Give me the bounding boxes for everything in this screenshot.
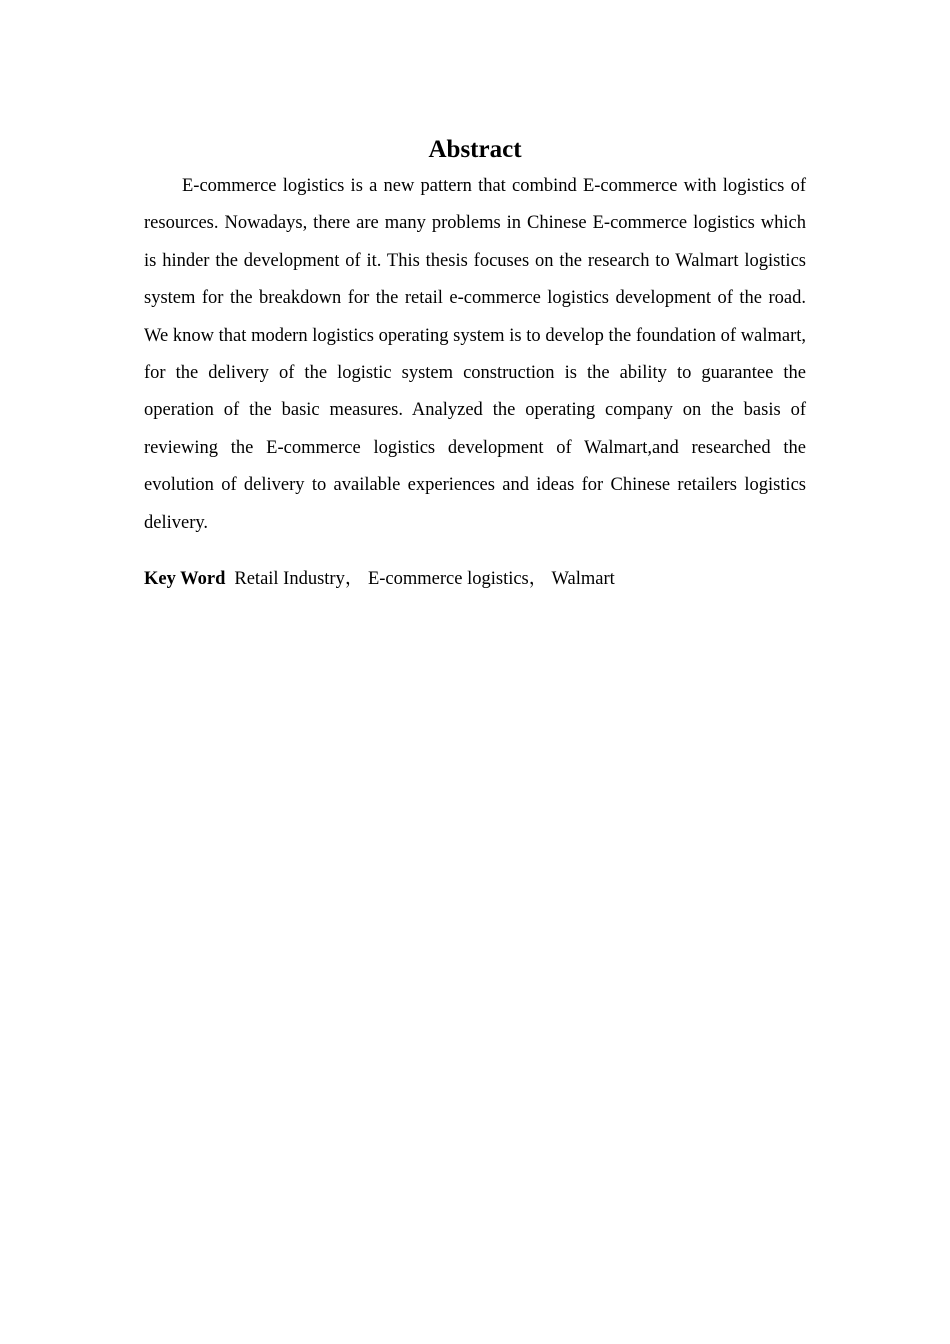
abstract-title: Abstract: [428, 136, 522, 163]
abstract-paragraph: E-commerce logistics is a new pattern that combind E-commerce with logistics of resources. Nowadays, there are many problems in Chinese E-commerce logistics which is hinder the development of it. This thesis focuses on the research to Walmart logistics system for the breakdown for the retail e-commerce logistics development of the road. We know that modern logistics operating system is to develop the foundation of walmart, for the delivery of the logistic system construction is the ability to guarantee the operation of the basic measures. Analyzed the operating company on the basis of reviewing the E-commerce logistics development of Walmart,and researched the evolution of delivery to available experiences and ideas for Chinese retailers logistics delivery.: [144, 176, 806, 533]
keywords-text: Retail Industry， E-commerce logistics， Walmart: [234, 569, 615, 590]
keywords-label: Key Word: [144, 569, 226, 590]
keywords-line: [144, 566, 806, 592]
abstract-section: [144, 133, 806, 592]
